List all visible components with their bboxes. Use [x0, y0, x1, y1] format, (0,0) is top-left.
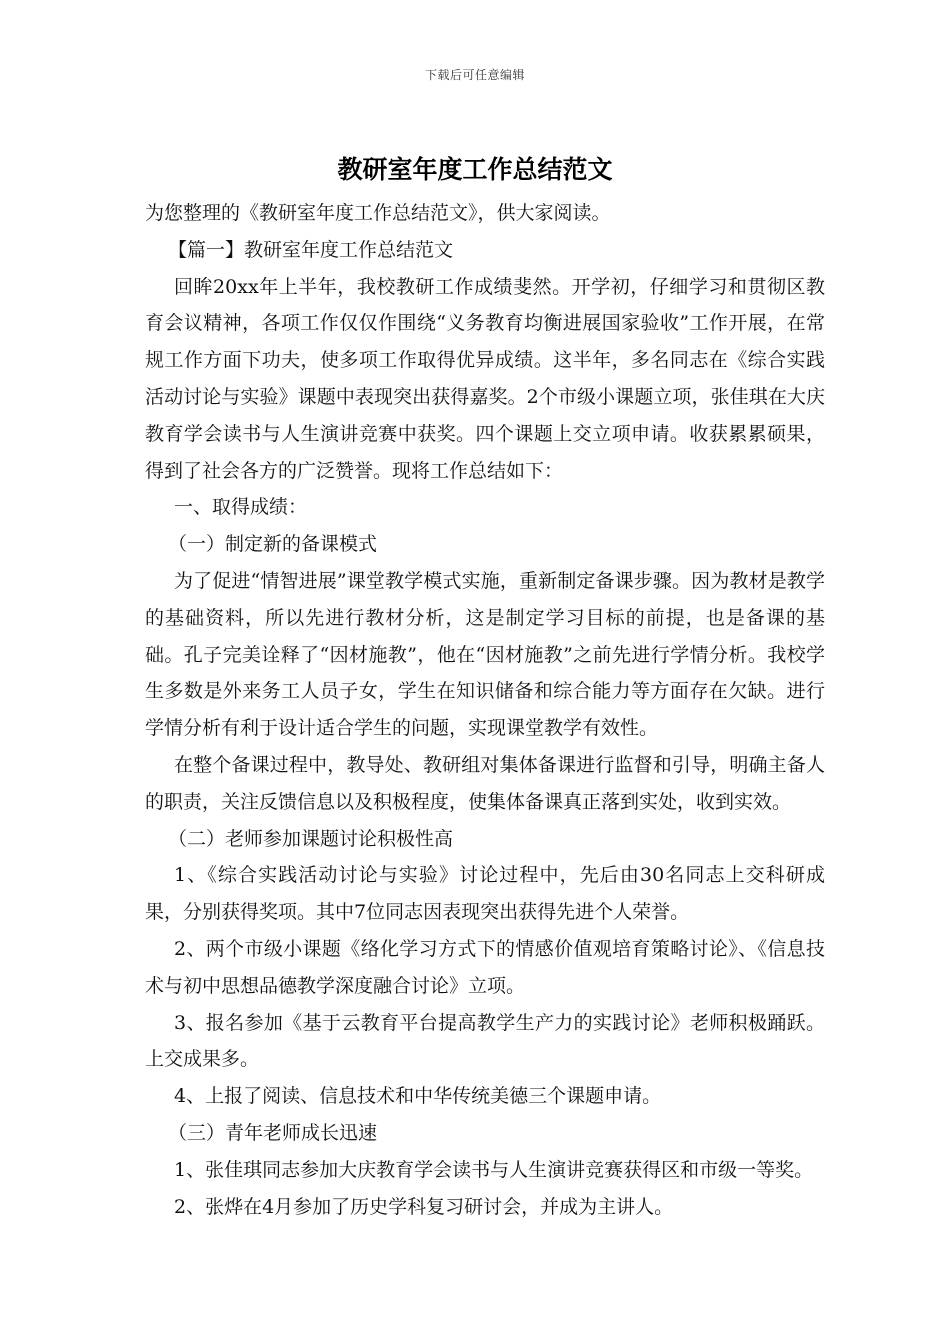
- list-item: 3、报名参加《基于云教育平台提高教学生产力的实践讨论》老师积极踊跃。上交成果多。: [145, 1011, 825, 1071]
- header-note: 下载后可任意编辑: [424, 68, 525, 82]
- list-item: 1、张佳琪同志参加大庆教育学会读书与人生演讲竞赛获得区和市级一等奖。: [174, 1158, 814, 1181]
- list-item: 2、两个市级小课题《络化学习方式下的情感价值观培育策略讨论》、《信息技术与初中思想品德教学深度融合讨论》立项。: [145, 937, 825, 997]
- body-paragraph: 为了促进“情智进展”课堂教学模式实施，重新制定备课步骤。因为教材是教学的基础资料，所以先进行教材分析，这是制定学习目标的前提，也是备课的基础。孔子完美诠释了“因材施教”，他在“因材施教”之前先进行学情分析。我校学生多数是外来务工人员子女，学生在知识储备和综合能力等方面存在欠缺。进行学情分析有利于设计适合学生的问题，实现课堂教学有效性。: [145, 569, 825, 740]
- list-item: 1、《综合实践活动讨论与实验》讨论过程中，先后由30名同志上交科研成果，分别获得奖项。其中7位同志因表现突出获得先进个人荣誉。: [145, 864, 825, 924]
- section-heading-part-one: 【篇一】教研室年度工作总结范文: [168, 238, 454, 261]
- subsection-heading: （三）青年老师成长迅速: [168, 1121, 378, 1144]
- subsection-heading: （一）制定新的备课模式: [168, 533, 378, 556]
- body-paragraph: 在整个备课过程中，教导处、教研组对集体备课进行监督和引导，明确主备人的职责，关注反馈信息以及积极程度，使集体备课真正落到实处，收到实效。: [145, 753, 825, 813]
- list-item: 4、上报了阅读、信息技术和中华传统美德三个课题申请。: [174, 1085, 662, 1108]
- document-body: [145, 195, 825, 1225]
- list-item: 2、张烨在4月参加了历史学科复习研讨会，并成为主讲人。: [174, 1195, 674, 1218]
- body-paragraph: 回眸20xx年上半年，我校教研工作成绩斐然。开学初，仔细学习和贯彻区教育会议精神，各项工作仅仅作围绕“义务教育均衡进展国家验收”工作开展，在常规工作方面下功夫，使多项工作取得优异成绩。这半年，多名同志在《综合实践活动讨论与实验》课题中表现突出获得嘉奖。2个市级小课题立项，张佳琪在大庆教育学会读书与人生演讲竞赛中获奖。四个课题上交立项申请。收获累累硕果，得到了社会各方的广泛赞誉。现将工作总结如下：: [145, 275, 825, 482]
- subsection-heading: （二）老师参加课题讨论积极性高: [168, 827, 454, 850]
- section-heading: 一、取得成绩：: [174, 496, 308, 519]
- document-title: 教研室年度工作总结范文: [337, 155, 613, 184]
- intro-paragraph: 为您整理的《教研室年度工作总结范文》，供大家阅读。: [145, 202, 611, 224]
